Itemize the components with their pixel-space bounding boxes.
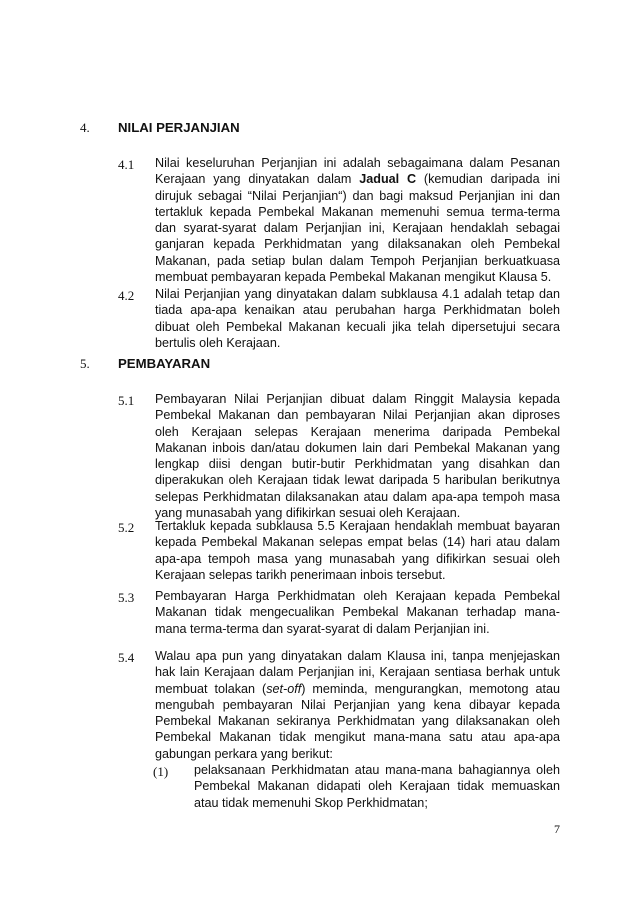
section-number: 5.: [80, 356, 90, 371]
clause-text-bold: Jadual C: [359, 172, 417, 187]
clause-text-part: ) meminda, mengurangkan, memotong atau mengubah pembayaran Nilai Perjanjian yang kena dibayar kepada Pembekal Makanan sekiranya Perkhidmatan yang dilaksanakan oleh Pembekal Makanan tidak mengikut mana-mana satu atau apa-apa gabungan perkara yang berikut:: [155, 681, 560, 761]
section-title: PEMBAYARAN: [118, 356, 211, 371]
clause-text-part: Nilai keseluruhan Perjanjian ini adalah sebagaimana dalam Pesanan Kerajaan yang dinyatakan dalam: [155, 156, 560, 187]
list-item-text: pelaksanaan Perkhidmatan atau mana-mana bahagiannya oleh Pembekal Makanan didapati oleh Kerajaan tidak memuaskan atau tidak memenuhi Skop Perkhidmatan;: [194, 763, 560, 810]
clause-text: Pembayaran Harga Perkhidmatan oleh Kerajaan kepada Pembekal Makanan tidak mengecualikan Pembekal Makanan terhadap mana-mana terma-terma dan syarat-syarat di dalam Perjanjian ini.: [155, 589, 560, 636]
clause-text-part: (kemudian daripada ini dirujuk sebagai “Nilai Perjanjian“) dan bagi maksud Perjanjian ini dan tertakluk kepada Pembekal Makanan memenuhi semua terma-terma dan syarat-syarat dalam Perjanjian ini, Kerajaan hendaklah sebagai ganjaran kepada Perkhidmatan yang dilaksanakan oleh Pembekal Makanan, pada setiap bulan dalam Tempoh Perjanjian berkuatkuasa membuat pembayaran kepada Pembekal Makanan mengikut Klausa 5.: [155, 172, 560, 285]
clause-number: 4.1: [118, 157, 135, 172]
clause-number: 5.3: [118, 590, 135, 605]
clause-text: Tertakluk kepada subklausa 5.5 Kerajaan hendaklah membuat bayaran kepada Pembekal Makanan selepas empat belas (14) hari atau dalam apa-apa tempoh masa yang munasabah yang difikirkan sesuai oleh Kerajaan selepas tarikh penerimaan inbois tersebut.: [155, 519, 560, 582]
clause-text: Nilai Perjanjian yang dinyatakan dalam subklausa 4.1 adalah tetap dan tiada apa-apa kenaikan atau perubahan harga Perkhidmatan boleh dibuat oleh Pembekal Makanan kecuali jika telah dipersetujui secara bertulis oleh Kerajaan.: [155, 287, 560, 350]
list-item-number: (1): [153, 764, 169, 779]
clause-text: [155, 155, 560, 285]
clause-number: 5.2: [118, 520, 135, 535]
page-number: 7: [554, 822, 560, 836]
clause-text: Pembayaran Nilai Perjanjian dibuat dalam Ringgit Malaysia kepada Pembekal Makanan dan pembayaran Nilai Perjanjian akan diproses oleh Kerajaan selepas Kerajaan menerima daripada Pembekal Makanan inbois dan/atau dokumen lain dari Pembekal Makanan yang lengkap diisi dengan butir-butir Perkhidmatan yang disahkan dan diperakukan oleh Kerajaan tidak lewat daripada 5 haribulan berikutnya selepas Perkhidmatan dilaksanakan atau dalam apa-apa tempoh masa yang munasabah yang difikirkan sesuai oleh Kerajaan.: [155, 392, 560, 521]
clause-number: 5.4: [118, 650, 135, 665]
clause-number: 4.2: [118, 288, 135, 303]
clause-text-italic: set-off: [266, 681, 302, 696]
clause-number: 5.1: [118, 393, 135, 408]
clause-text-part: Walau apa pun yang dinyatakan dalam Klausa ini, tanpa menjejaskan hak lain Kerajaan dalam Perjanjian ini, Kerajaan sentiasa berhak untuk membuat tolakan (: [155, 649, 560, 696]
section-title: NILAI PERJANJIAN: [118, 120, 240, 135]
clause-text: [155, 648, 560, 762]
section-number: 4.: [80, 120, 90, 135]
